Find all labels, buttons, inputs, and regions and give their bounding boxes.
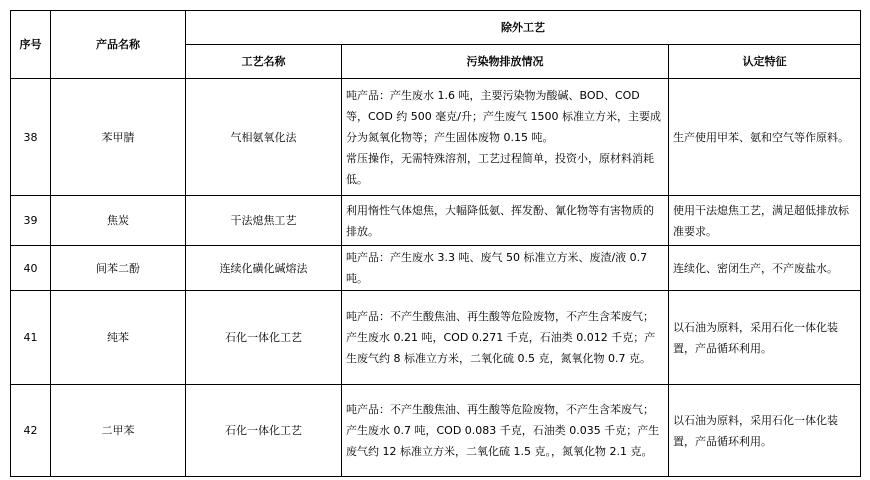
pollution-text: 吨产品：产生废水 3.3 吨、废气 50 标准立方米、废渣/液 0.7 吨。 (346, 251, 648, 285)
row-feature: 连续化、密闭生产，不产废盐水。 (669, 246, 861, 291)
row-pollution (342, 196, 669, 246)
pollution-text: 利用惰性气体熄焦，大幅降低氨、挥发酚、氰化物等有害物质的排放。 (346, 203, 654, 238)
header-pollution: 污染物排放情况 (342, 45, 669, 79)
row-pollution (342, 291, 669, 385)
table-row (11, 196, 861, 246)
process-table (10, 10, 861, 477)
table-row (11, 79, 861, 196)
row-process: 连续化磺化碱熔法 (186, 246, 342, 291)
row-feature: 生产使用甲苯、氨和空气等作原料。 (669, 79, 861, 196)
header-feature: 认定特征 (669, 45, 861, 79)
header-process: 工艺名称 (186, 45, 342, 79)
row-process: 石化一体化工艺 (186, 291, 342, 385)
header-group: 除外工艺 (186, 11, 861, 45)
row-seq: 38 (11, 79, 51, 196)
row-product: 二甲苯 (51, 385, 186, 477)
row-process: 石化一体化工艺 (186, 385, 342, 477)
row-product: 焦炭 (51, 196, 186, 246)
pollution-text: 常压操作，无需特殊溶剂，工艺过程简单，投资小，原材料消耗低。 (346, 151, 654, 186)
row-process: 干法熄焦工艺 (186, 196, 342, 246)
row-feature: 以石油为原料，采用石化一体化装置，产品循环利用。 (669, 291, 861, 385)
row-seq: 41 (11, 291, 51, 385)
row-seq: 40 (11, 246, 51, 291)
row-pollution (342, 79, 669, 196)
table-row (11, 246, 861, 291)
row-product: 纯苯 (51, 291, 186, 385)
row-feature: 使用干法熄焦工艺，满足超低排放标准要求。 (669, 196, 861, 246)
row-pollution (342, 246, 669, 291)
table-row (11, 385, 861, 477)
table-row (11, 291, 861, 385)
header-product: 产品名称 (51, 11, 186, 79)
row-seq: 42 (11, 385, 51, 477)
row-seq: 39 (11, 196, 51, 246)
pollution-text: 吨产品：产生废水 1.6 吨，主要污染物为酸碱、BOD、COD 等，COD 约 500 毫克/升；产生废气 1500 标准立方米，主要成分为氮氧化物等；产生固体废物 0.15 吨。 (346, 88, 661, 144)
pollution-text: 吨产品：不产生酸焦油、再生酸等危险废物，不产生含苯废气；产生废水 0.21 吨，COD 0.271 千克，石油类 0.012 千克；产生废气约 8 标准立方米，二氧化硫 0.5 克，氮氧化物 0.7 克。 (346, 310, 656, 365)
row-product: 苯甲腈 (51, 79, 186, 196)
row-feature: 以石油为原料，采用石化一体化装置，产品循环利用。 (669, 385, 861, 477)
header-seq: 序号 (11, 11, 51, 79)
row-process: 气相氨氧化法 (186, 79, 342, 196)
row-pollution (342, 385, 669, 477)
pollution-text: 吨产品：不产生酸焦油、再生酸等危险废物，不产生含苯废气；产生废水 0.7 吨，COD 0.083 千克，石油类 0.035 千克；产生废气约 12 标准立方米，二氧化硫 1.5 克。，氮氧化物 2.1 克。 (346, 403, 660, 458)
row-product: 间苯二酚 (51, 246, 186, 291)
